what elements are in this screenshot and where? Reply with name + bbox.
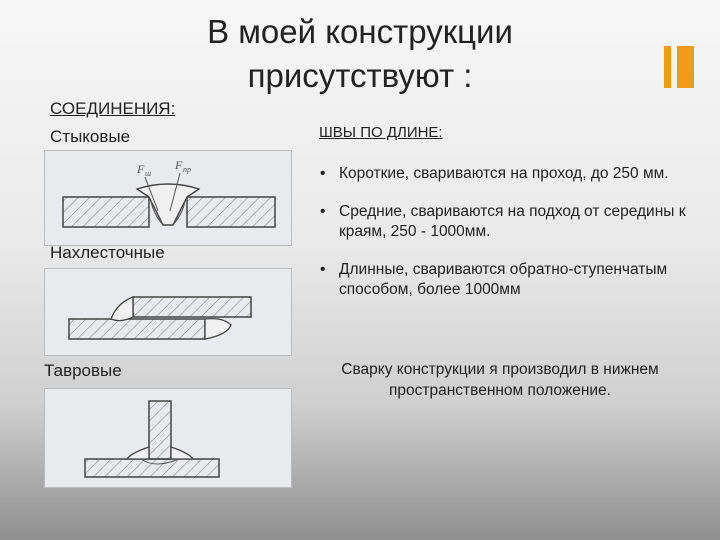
accent-bars-decoration — [664, 46, 694, 88]
butt-plate-right — [187, 197, 275, 227]
seam-item-text: Короткие, свариваются на проход, до 250 мм. — [339, 165, 669, 182]
lap-weld-right — [205, 319, 231, 339]
butt-joint-label: Стыковые — [50, 127, 131, 146]
tee-joint-label: Тавровые — [44, 361, 122, 380]
tee-joint-diagram — [44, 388, 292, 488]
accent-bar-thin — [664, 46, 671, 88]
seam-item-text: Средние, свариваются на подход от середины к краям, 250 - 1000мм. — [339, 203, 686, 240]
lap-joint-diagram — [44, 268, 292, 356]
slide-title-line-2: присутствуют : — [247, 57, 473, 94]
seam-item-medium — [318, 202, 698, 242]
force-subscript-1: ш — [145, 169, 152, 178]
lap-joint-label: Нахлесточные — [50, 243, 165, 262]
seams-heading: ШВЫ ПО ДЛИНЕ: — [319, 124, 443, 141]
slide-title-line-1: В моей конструкции — [207, 13, 513, 50]
seams-list — [318, 164, 698, 318]
lap-plate-bottom — [69, 319, 205, 339]
connections-heading: СОЕДИНЕНИЯ: — [50, 99, 176, 118]
bullet-icon: • — [320, 203, 326, 220]
seam-item-text: Длинные, свариваются обратно-ступенчатым способом, более 1000мм — [339, 261, 668, 298]
butt-plate-left — [63, 197, 149, 227]
force-label-1: F — [137, 162, 145, 176]
tee-plate-vertical — [149, 401, 171, 459]
bullet-icon: • — [320, 165, 326, 182]
accent-bar-wide — [677, 46, 694, 88]
lap-joint-drawing — [45, 269, 291, 355]
tee-plate-horizontal — [85, 459, 219, 477]
seam-item-short — [318, 164, 698, 184]
lap-weld-left — [111, 297, 133, 321]
seam-item-long — [318, 260, 698, 300]
welding-position-note: Сварку конструкции я производил в нижнем пространственном положение. — [341, 361, 659, 399]
tee-weld-right — [171, 447, 193, 459]
tee-weld-left — [127, 447, 149, 459]
slide-title — [150, 10, 570, 98]
butt-joint-drawing — [45, 151, 291, 245]
lap-plate-top — [133, 297, 251, 317]
force-label-2: F — [175, 158, 183, 172]
force-subscript-2: пр — [183, 165, 191, 174]
tee-joint-drawing — [45, 389, 291, 487]
bullet-icon: • — [320, 261, 326, 278]
butt-joint-diagram — [44, 150, 292, 246]
